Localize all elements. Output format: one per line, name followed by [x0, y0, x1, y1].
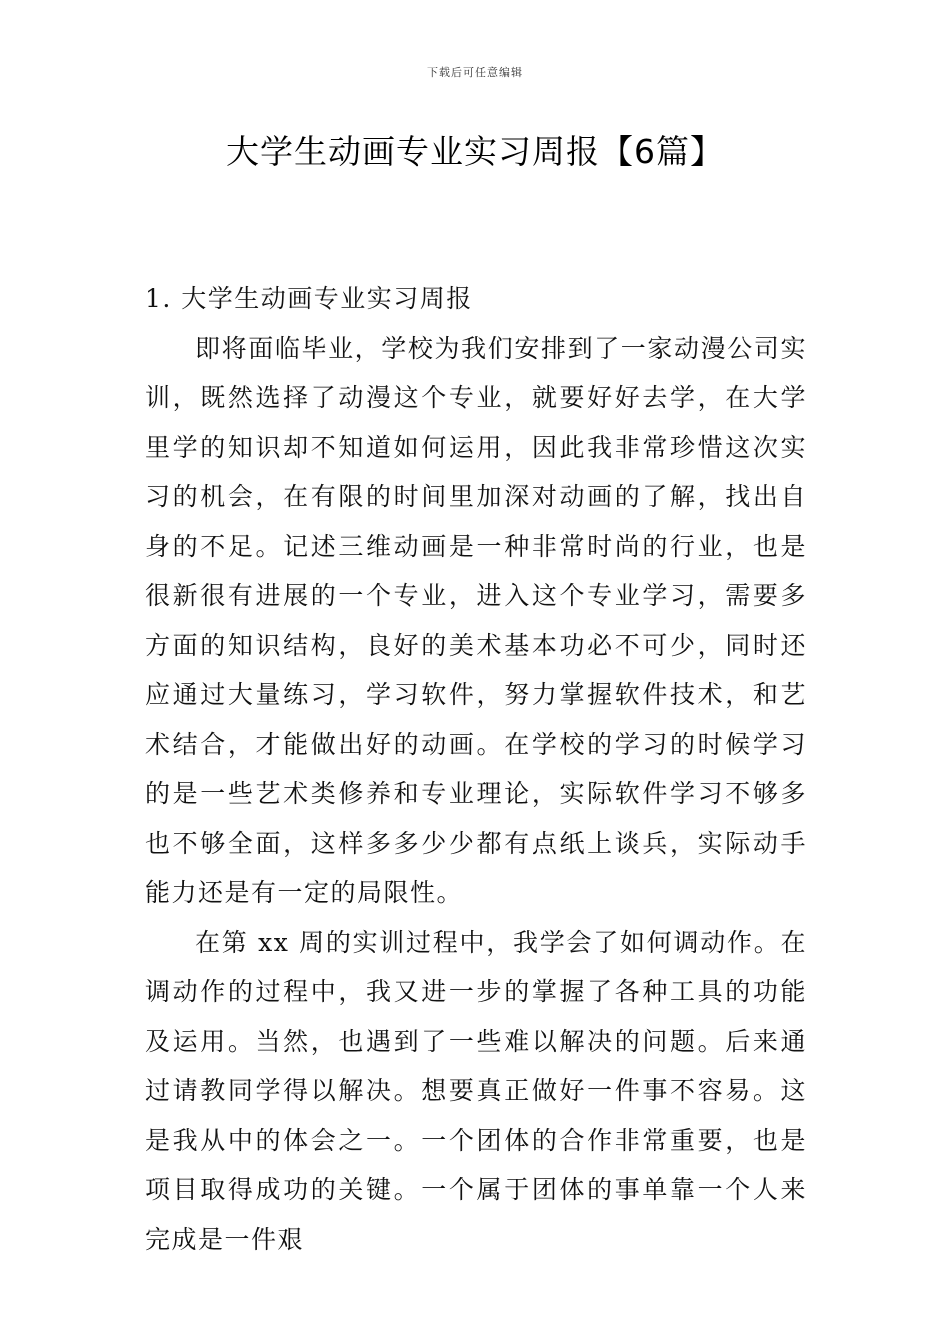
- paragraph: 在第 xx 周的实训过程中，我学会了如何调动作。在调动作的过程中，我又进一步的掌握了各种工具的功能及运用。当然，也遇到了一些难以解决的问题。后来通过请教同学得以解决。想要真正做好一件事不容易。这是我从中的体会之一。一个团体的合作非常重要，也是项目取得成功的关键。一个属于团体的事单靠一个人来完成是一件艰: [145, 927, 807, 1254]
- header-note: 下载后可任意编辑: [427, 66, 523, 79]
- section-heading: 1. 大学生动画专业实习周报: [145, 284, 473, 313]
- document-title: 大学生动画专业实习周报【6篇】: [226, 132, 724, 171]
- document-body: [145, 274, 807, 1264]
- paragraph: 即将面临毕业，学校为我们安排到了一家动漫公司实训，既然选择了动漫这个专业，就要好好去学，在大学里学的知识却不知道如何运用，因此我非常珍惜这次实习的机会，在有限的时间里加深对动画的了解，找出自身的不足。记述三维动画是一种非常时尚的行业，也是很新很有进展的一个专业，进入这个专业学习，需要多方面的知识结构，良好的美术基本功必不可少，同时还应通过大量练习，学习软件，努力掌握软件技术，和艺术结合，才能做出好的动画。在学校的学习的时候学习的是一些艺术类修养和专业理论，实际软件学习不够多也不够全面，这样多多少少都有点纸上谈兵，实际动手能力还是有一定的局限性。: [145, 333, 807, 907]
